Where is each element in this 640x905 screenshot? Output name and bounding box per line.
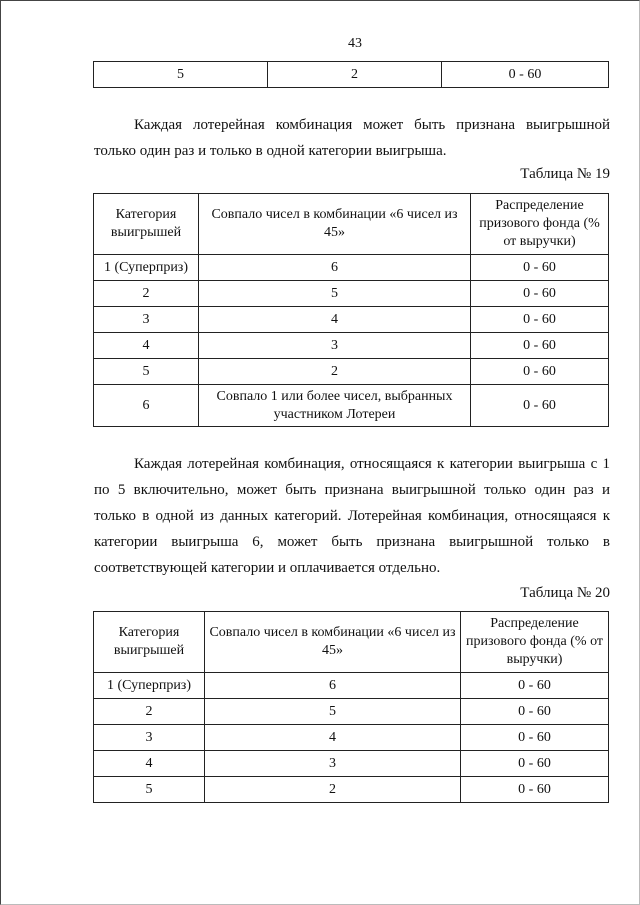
table-20-caption: Таблица № 20: [520, 585, 610, 601]
table-cell: 3: [205, 751, 461, 777]
table-cell: 0 - 60: [471, 255, 609, 281]
table-cell: 3: [94, 307, 199, 333]
table-cell: 2: [268, 62, 442, 88]
table-cell: 6: [94, 385, 199, 427]
table-cell: 2: [94, 699, 205, 725]
table-cell: 0 - 60: [471, 307, 609, 333]
table-row: [94, 385, 609, 427]
table-cell: 2: [205, 777, 461, 803]
table-19: [93, 193, 609, 427]
table-cell: 0 - 60: [461, 699, 609, 725]
table-19-caption: Таблица № 19: [520, 166, 610, 182]
table-20: [93, 611, 609, 803]
table-cell: 4: [205, 725, 461, 751]
table-cell: 2: [94, 281, 199, 307]
table-cell: 5: [94, 62, 268, 88]
table-cell: 4: [94, 333, 199, 359]
table-row: [94, 62, 609, 88]
table-cell: 5: [205, 699, 461, 725]
header-category: Категория выигрышей: [94, 194, 199, 255]
header-distribution: Распределение призового фонда (% от выручки): [471, 194, 609, 255]
table-cell: 0 - 60: [461, 725, 609, 751]
paragraph-2: Каждая лотерейная комбинация, относящаяся к категории выигрыша с 1 по 5 включительно, может быть признана выигрышной только один раз и только в одной из данных категорий. Лотерейная комбинация, относящаяся к категории выигрыша 6, может быть признана выигрышной только в соответствующей категории и оплачивается отдельно.: [94, 456, 610, 576]
table-cell: 0 - 60: [471, 281, 609, 307]
table-row: [94, 281, 609, 307]
table-cell: 1 (Суперприз): [94, 673, 205, 699]
header-distribution: Распределение призового фонда (% от выручки): [461, 612, 609, 673]
table-cell: Совпало 1 или более чисел, выбранных участником Лотереи: [199, 385, 471, 427]
table-cell: 6: [199, 255, 471, 281]
table-row: [94, 777, 609, 803]
header-category: Категория выигрышей: [94, 612, 205, 673]
table-row: [94, 255, 609, 281]
page-number: 43: [348, 36, 362, 51]
table-cell: 3: [94, 725, 205, 751]
table-cell: 6: [205, 673, 461, 699]
table-cell: 5: [94, 777, 205, 803]
table-cell: 0 - 60: [471, 385, 609, 427]
table-row: [94, 307, 609, 333]
table-cell: 5: [199, 281, 471, 307]
table-row: [94, 673, 609, 699]
table-header-row: [94, 194, 609, 255]
table-cell: 0 - 60: [461, 751, 609, 777]
table-row: [94, 751, 609, 777]
table-row: [94, 699, 609, 725]
table-cell: 4: [94, 751, 205, 777]
table-cell: 0 - 60: [471, 359, 609, 385]
table-cell: 0 - 60: [471, 333, 609, 359]
table-cell: 0 - 60: [461, 673, 609, 699]
table-cell: 0 - 60: [461, 777, 609, 803]
header-matched: Совпало чисел в комбинации «6 чисел из 45»: [199, 194, 471, 255]
table-cell: 2: [199, 359, 471, 385]
header-matched: Совпало чисел в комбинации «6 чисел из 45»: [205, 612, 461, 673]
table-cell: 0 - 60: [442, 62, 609, 88]
table-cell: 1 (Суперприз): [94, 255, 199, 281]
table-row: [94, 359, 609, 385]
table-cell: 4: [199, 307, 471, 333]
table-row: [94, 333, 609, 359]
continued-table: [93, 61, 609, 88]
paragraph-1: Каждая лотерейная комбинация может быть признана выигрышной только один раз и только в одной категории выигрыша.: [94, 117, 610, 159]
table-cell: 5: [94, 359, 199, 385]
table-row: [94, 725, 609, 751]
table-cell: 3: [199, 333, 471, 359]
table-header-row: [94, 612, 609, 673]
